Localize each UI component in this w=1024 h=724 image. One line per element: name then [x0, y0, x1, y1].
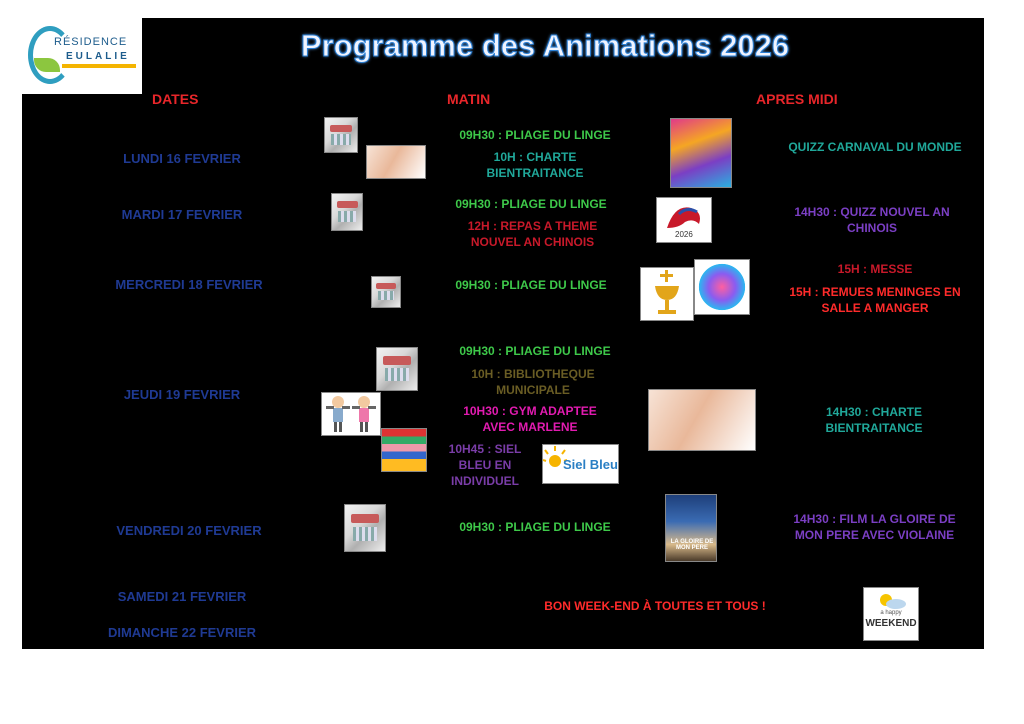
- carnaval-image: [670, 118, 732, 188]
- sun-cloud-icon: [864, 590, 918, 612]
- gym-figures-icon: [322, 393, 380, 435]
- apres-midi-mardi: 14H30 : QUIZZ NOUVEL AN CHINOIS: [794, 205, 950, 235]
- matin-jeudi-gym: 10H30 : GYM ADAPTEE AVEC MARLENE: [463, 404, 597, 434]
- chinese-new-year-dragon-image: [656, 197, 712, 243]
- matin-jeudi-pliage: 09H30 : PLIAGE DU LINGE: [459, 344, 611, 358]
- laundry-basket-image: [324, 117, 358, 153]
- apres-midi-lundi: QUIZZ CARNAVAL DU MONDE: [788, 140, 962, 154]
- siel-bleu-logo: [542, 444, 619, 484]
- film-poster-title: LA GLOIRE DE MON PERE: [670, 539, 714, 551]
- matin-mardi-pliage: 09H30 : PLIAGE DU LINGE: [455, 197, 607, 211]
- happy-weekend-image: [863, 587, 919, 641]
- header-matin: MATIN: [447, 91, 491, 107]
- brain-image: [694, 259, 750, 315]
- weekend-message: BON WEEK-END À TOUTES ET TOUS !: [544, 599, 766, 613]
- matin-jeudi-bibliotheque: 10H : BIBLIOTHEQUE MUNICIPALE: [471, 367, 595, 397]
- apres-midi-mercredi-meninges: 15H : REMUES MENINGES EN SALLE A MANGER: [789, 285, 961, 315]
- holding-hands-image: [366, 145, 426, 179]
- books-stack-image: [381, 428, 427, 472]
- day-vendredi-20: VENDREDI 20 FEVRIER: [116, 523, 262, 538]
- logo-text-eulalie: EULALIE: [66, 51, 130, 62]
- gym-exercise-image: [321, 392, 381, 436]
- holding-hands-image: [648, 389, 756, 451]
- folded-laundry-image: [371, 276, 401, 308]
- day-mardi-17: MARDI 17 FEVRIER: [121, 207, 243, 222]
- chalice-icon: [641, 268, 693, 320]
- day-dimanche-22: DIMANCHE 22 FEVRIER: [107, 625, 257, 640]
- film-poster-image: [665, 494, 717, 562]
- header-dates: DATES: [152, 91, 199, 107]
- laundry-basket-image: [376, 347, 418, 391]
- residence-logo: [22, 18, 142, 94]
- folded-laundry-image: [344, 504, 386, 552]
- apres-midi-jeudi: 14H30 : CHARTE BIENTRAITANCE: [825, 405, 923, 435]
- matin-lundi-charte: 10H : CHARTE BIENTRAITANCE: [486, 150, 584, 180]
- matin-vendredi-pliage: 09H30 : PLIAGE DU LINGE: [459, 520, 611, 534]
- matin-mercredi-pliage: 09H30 : PLIAGE DU LINGE: [455, 278, 607, 292]
- day-lundi-16: LUNDI 16 FEVRIER: [123, 151, 241, 166]
- apres-midi-vendredi: 14H30 : FILM LA GLOIRE DE MON PERE AVEC VIOLAINE: [793, 512, 956, 542]
- day-samedi-21: SAMEDI 21 FEVRIER: [117, 589, 247, 604]
- dragon-year: 2026: [675, 230, 693, 239]
- apres-midi-mercredi-messe: 15H : MESSE: [837, 262, 913, 276]
- page-title: Programme des Animations 2026: [300, 28, 790, 63]
- programme-sheet: [22, 18, 984, 649]
- day-mercredi-18: MERCREDI 18 FEVRIER: [115, 277, 263, 292]
- weekend-card-text: WEEKEND: [865, 618, 917, 629]
- logo-underline: [62, 64, 136, 68]
- chalice-image: [640, 267, 694, 321]
- siel-bleu-text: Siel Bleu: [563, 457, 618, 472]
- header-apres-midi: APRES MIDI: [756, 91, 838, 107]
- weekend-card-top: a happy: [880, 610, 902, 616]
- matin-jeudi-siel-bleu: 10H45 : SIEL BLEU EN INDIVIDUEL: [448, 442, 522, 488]
- day-jeudi-19: JEUDI 19 FEVRIER: [123, 387, 241, 402]
- logo-text-residence: RÉSIDENCE: [54, 36, 128, 48]
- matin-lundi-pliage: 09H30 : PLIAGE DU LINGE: [459, 128, 611, 142]
- matin-mardi-repas: 12H : REPAS A THEME NOUVEL AN CHINOIS: [467, 219, 598, 249]
- laundry-basket-image: [331, 193, 363, 231]
